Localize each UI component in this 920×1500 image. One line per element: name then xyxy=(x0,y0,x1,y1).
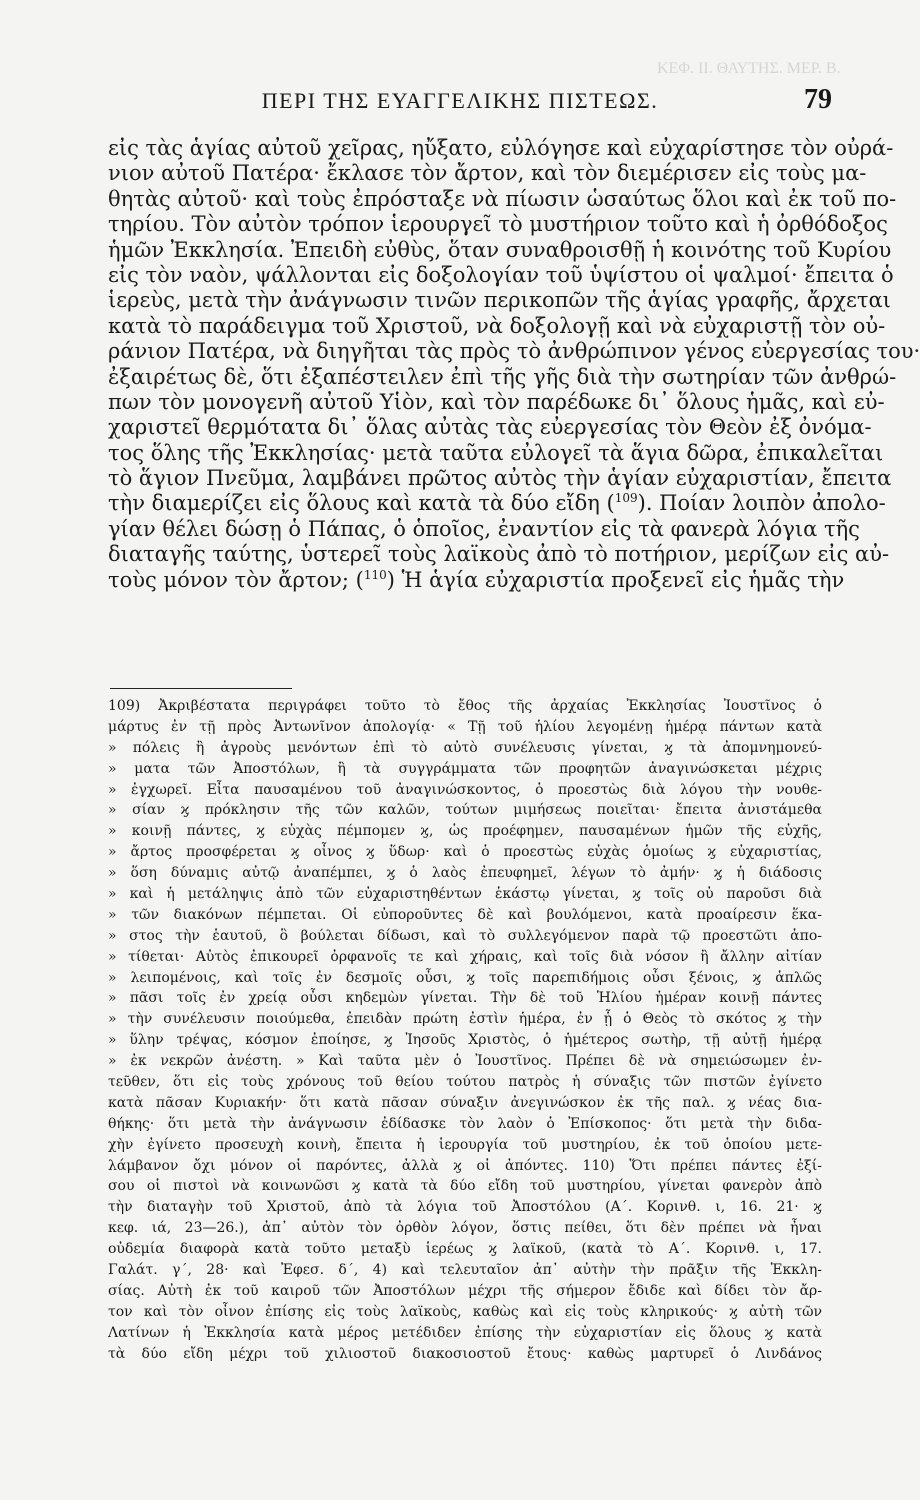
text-line: ράνιον Πατέρα, νὰ διηγῆται τὰς πρὸς τὸ ἀνθρώπινον γένος εὐεργεσίας του· xyxy=(108,339,920,364)
footnote-line: κατὰ πᾶσαν Κυριακήν· ὅτι κατὰ πᾶσαν σύναξιν ἀνεγινώσκον ἐκ τῆς παλ. ϗ νέας δια- xyxy=(108,1094,822,1111)
footnote-line: » στος τὴν ἑαυτοῦ, ὃ βούλεται δίδωσι, καὶ τὸ συλλεγόμενον παρὰ τῷ προεστῶτι ἀπο- xyxy=(108,927,822,944)
text-line: ἐξαιρέτως δὲ, ὅτι ἐξαπέστειλεν ἐπὶ τῆς γῆς διὰ τὴν σωτηρίαν τῶν ἀνθρώ- xyxy=(108,364,897,389)
footnote-line: σου οἱ πιστοὶ νὰ κοινωνῶσι ϗ κατὰ τὰ δύο εἴδη τοῦ μυστηρίου, γίνεται φανερὸν ἀπὸ xyxy=(108,1178,822,1195)
bleed-through-text: ΚΕΦ. ΙΙ. ΘΑΥΤΗΣ. ΜΕΡ. Β. xyxy=(657,60,841,77)
footnote-line: σίας. Αὐτὴ ἐκ τοῦ καιροῦ τῶν Ἀποστόλων μέχρι τῆς σήμερον ἔδιδε καὶ δίδει τὸν ἄρ- xyxy=(108,1282,822,1299)
footnote-separator xyxy=(110,688,292,689)
text-line: γίαν θέλει δώσῃ ὁ Πάπας, ὁ ὁποῖος, ἐναντίον εἰς τὰ φανερὰ λόγια τῆς xyxy=(108,516,860,541)
footnote-line: » καὶ ἡ μετάληψις ἀπὸ τῶν εὐχαριστηθέντων ἑκάστῳ γίνεται, ϗ τοῖς οὐ παροῦσι διὰ xyxy=(108,886,822,903)
footnote-ref-109[interactable]: 109 xyxy=(614,491,638,506)
footnote-line: οὐδεμία διαφορὰ κατὰ τοῦτο μεταξὺ ἱερέως ϗ λαϊκοῦ, (κατὰ τὸ Α΄. Κορινθ. ι, 17. xyxy=(108,1241,822,1258)
text-fragment: τοὺς μόνον τὸν ἄρτον; ( xyxy=(108,567,364,592)
text-fragment: ). Ποίαν λοιπὸν ἀπολο- xyxy=(637,491,886,516)
footnote-line: » ἐκ νεκρῶν ἀνέστη. » Καὶ ταῦτα μὲν ὁ Ἰουστῖνος. Πρέπει δὲ νὰ σημειώσωμεν ἐν- xyxy=(108,1053,822,1070)
text-line-with-note-ref xyxy=(108,491,886,516)
text-line: διαταγῆς ταύτης, ὑστερεῖ τοὺς λαϊκοὺς ἀπὸ τὸ ποτήριον, μερίζων εἰς αὐ- xyxy=(108,542,890,567)
footnote-line: τὰ δύο εἴδη μέχρι τοῦ χιλιοστοῦ διακοσιοστοῦ ἔτους· καθὼς μαρτυρεῖ ὁ Λινδάνος xyxy=(108,1345,822,1362)
text-line: ἱερεὺς, μετὰ τὴν ἀνάγνωσιν τινῶν περικοπῶν τῆς ἁγίας γραφῆς, ἄρχεται xyxy=(108,288,891,313)
footnote-line: » λειπομένοις, καὶ τοῖς ἐν δεσμοῖς οὖσι, ϗ τοῖς παρεπιδήμοις οὖσι ξένοις, ϗ ἁπλῶς xyxy=(108,969,822,986)
footnote-line: » ὅση δύναμις αὐτῷ ἀναπέμπει, ϗ ὁ λαὸς ἐπευφημεῖ, λέγων τὸ ἀμήν· ϗ ἡ διάδοσις xyxy=(108,865,822,882)
text-line: εἰς τὸν ναὸν, ψάλλονται εἰς δοξολογίαν τοῦ ὑψίστου οἱ ψαλμοί· ἔπειτα ὁ xyxy=(108,262,894,287)
footnote-line: Γαλάτ. γ΄, 28· καὶ Ἐφεσ. δ΄, 4) καὶ τελευταῖον ἀπ᾿ αὐτὴν τὴν πρᾶξιν τῆς Ἐκκλη- xyxy=(108,1262,822,1279)
footnote-line: 109) Ἀκριβέστατα περιγράφει τοῦτο τὸ ἔθος τῆς ἀρχαίας Ἐκκλησίας Ἰουστῖνος ὁ xyxy=(108,698,822,714)
footnote-line: » ἄρτος προσφέρεται ϗ οἶνος ϗ ὕδωρ· καὶ ὁ προεστὼς εὐχὰς ὁμοίως ϗ εὐχαριστίας, xyxy=(108,844,822,861)
text-line: τηρίου. Τὸν αὐτὸν τρόπον ἱερουργεῖ τὸ μυστήριον τοῦτο καὶ ἡ ὀρθόδοξος xyxy=(108,212,888,237)
text-line: τος ὅλης τῆς Ἐκκλησίας· μετὰ ταῦτα εὐλογεῖ τὰ ἅγια δῶρα, ἐπικαλεῖται xyxy=(108,440,884,465)
text-fragment: τὴν διαμερίζει εἰς ὅλους καὶ κατὰ τὰ δύο εἴδη ( xyxy=(108,491,615,516)
footnote-line: » ἐγχωρεῖ. Εἶτα παυσαμένου τοῦ ἀναγινώσκοντος, ὁ προεστὼς διὰ λόγου τὴν νουθε- xyxy=(108,781,822,798)
footnote-line: » κοινῇ πάντες, ϗ εὐχὰς πέμπομεν ϗ, ὡς προέφημεν, παυσαμένων ἡμῶν τῆς εὐχῆς, xyxy=(108,823,822,840)
footnote-line: χὴν ἐγίνετο προσευχὴ κοινὴ, ἔπειτα ἡ ἱερουργία τοῦ μυστηρίου, ἐκ τοῦ ὁποίου μετε- xyxy=(108,1136,822,1153)
footnote-line: λάμβανον ὄχι μόνον οἱ παρόντες, ἀλλὰ ϗ οἱ ἀπόντες. 110) Ὅτι πρέπει πάντες ἐξί- xyxy=(108,1157,822,1174)
text-line: κατὰ τὸ παράδειγμα τοῦ Χριστοῦ, νὰ δοξολογῇ καὶ νὰ εὐχαριστῇ τὸν οὐ- xyxy=(108,313,886,338)
footnote-line: » σίαν ϗ πρόκλησιν τῆς τῶν καλῶν, τούτων μιμήσεως ποιεῖται· ἔπειτα ἀνιστάμεθα xyxy=(108,802,822,819)
text-line: θητὰς αὐτοῦ· καὶ τοὺς ἐπρόσταξε νὰ πίωσιν ὡσαύτως ὅλοι καὶ ἐκ τοῦ πο- xyxy=(108,186,897,211)
footnote-line: κεφ. ιά, 23—26.), ἀπ᾿ αὐτὸν τὸν ὀρθὸν λόγον, ὅστις πείθει, ὅτι δὲν πρέπει νὰ ἦναι xyxy=(108,1220,822,1237)
footnote-line: τεῦθεν, ὅτι εἰς τοὺς χρόνους τοῦ θείου τούτου πατρὸς ἡ σύναξις τῶν πιστῶν ἐγίνετο xyxy=(108,1074,822,1091)
footnote-line: θήκης· ὅτι μετὰ τὴν ἀνάγνωσιν ἐδίδασκε τὸν λαὸν ὁ Ἐπίσκοπος· ὅτι μετὰ τὴν διδα- xyxy=(108,1115,822,1132)
page-number: 79 xyxy=(804,84,832,115)
text-line: εἰς τὰς ἁγίας αὐτοῦ χεῖρας, ηὔξατο, εὐλόγησε καὶ εὐχαρίστησε τὸν οὐρά- xyxy=(108,136,894,160)
footnote-line: » τῶν διακόνων πέμπεται. Οἱ εὐποροῦντες δὲ καὶ βουλόμενοι, κατὰ προαίρεσιν ἕκα- xyxy=(108,906,822,923)
main-text xyxy=(108,136,920,593)
text-line: χαριστεῖ θερμότατα δι᾿ ὅλας αὐτὰς τὰς εὐεργεσίας τὸν Θεὸν ἐξ ὀνόμα- xyxy=(108,415,872,440)
text-line: ἡμῶν Ἐκκλησία. Ἐπειδὴ εὐθὺς, ὅταν συναθροισθῇ ἡ κοινότης τοῦ Κυρίου xyxy=(108,237,892,262)
footnote-line: τὴν διαταγὴν τοῦ Χριστοῦ, ἀπὸ τὰ λόγια τοῦ Ἀποστόλου (Α΄. Κορινθ. ι, 16. 21· ϗ xyxy=(108,1199,822,1216)
text-line: νιον αὐτοῦ Πατέρα· ἔκλασε τὸν ἄρτον, καὶ τὸν διεμέρισεν εἰς τοὺς μα- xyxy=(108,161,867,186)
footnote-line: » τὴν συνέλευσιν ποιούμεθα, ἐπειδὰν πρώτη ἐστὶν ἡμέρα, ἐν ᾗ ὁ Θεὸς τὸ σκότος ϗ τὴν xyxy=(108,1011,822,1028)
running-header: ΠΕΡΙ ΤΗΣ ΕΥΑΓΓΕΛΙΚΗΣ ΠΙΣΤΕΩΣ. xyxy=(261,88,659,113)
text-line: πων τὸν μονογενῆ αὐτοῦ Υἱὸν, καὶ τὸν παρέδωκε δι᾿ ὅλους ἡμᾶς, καὶ εὐ- xyxy=(108,389,885,414)
footnote-line: Λατίνων ἡ Ἐκκλησία κατὰ μέρος μετέδιδεν ἐπίσης τὴν εὐχαριστίαν εἰς ὅλους ϗ κατὰ xyxy=(108,1324,822,1341)
footnote-line: » πόλεις ἢ ἀγροὺς μενόντων ἐπὶ τὸ αὐτὸ συνέλευσις γίνεται, ϗ τὰ ἀπομνημονεύ- xyxy=(108,739,822,756)
footnote-line: » ματα τῶν Ἀποστόλων, ἢ τὰ συγγράμματα τῶν προφητῶν ἀναγινώσκεται μέχρις xyxy=(108,760,822,777)
footnote-line: » τίθεται· Αὐτὸς ἐπικουρεῖ ὀρφανοῖς τε καὶ χήραις, καὶ τοῖς διὰ νόσον ἢ ἄλλην αἰτίαν xyxy=(108,948,822,965)
text-line: τὸ ἅγιον Πνεῦμα, λαμβάνει πρῶτος αὐτὸς τὴν ἁγίαν εὐχαριστίαν, ἔπειτα xyxy=(108,466,892,491)
footnote-ref-110[interactable]: 110 xyxy=(363,567,387,582)
text-fragment: ) Ἡ ἁγία εὐχαριστία προξενεῖ εἰς ἡμᾶς τὴν xyxy=(386,567,845,592)
footnotes xyxy=(108,696,822,1365)
footnote-line: μάρτυς ἐν τῇ πρὸς Ἀντωνῖνον ἀπολογίᾳ· « Τῇ τοῦ ἡλίου λεγομένῃ ἡμέρᾳ πάντων κατὰ xyxy=(108,718,822,735)
footnote-line: » πᾶσι τοῖς ἐν χρείᾳ οὖσι κηδεμὼν γίνεται. Τὴν δὲ τοῦ Ἡλίου ἡμέραν κοινῇ πάντες xyxy=(108,990,822,1007)
footnote-line: » ὕλην τρέψας, κόσμον ἐποίησε, ϗ Ἰησοῦς Χριστὸς, ὁ ἡμέτερος σωτὴρ, τῇ αὐτῇ ἡμέρᾳ xyxy=(108,1032,822,1049)
footnote-line: τον καὶ τὸν οἶνον ἐπίσης εἰς τοὺς λαϊκοὺς, καθὼς καὶ εἰς τοὺς κληρικούς· ϗ αὐτὴ τῶν xyxy=(108,1303,822,1320)
text-line-with-note-ref xyxy=(108,567,845,593)
